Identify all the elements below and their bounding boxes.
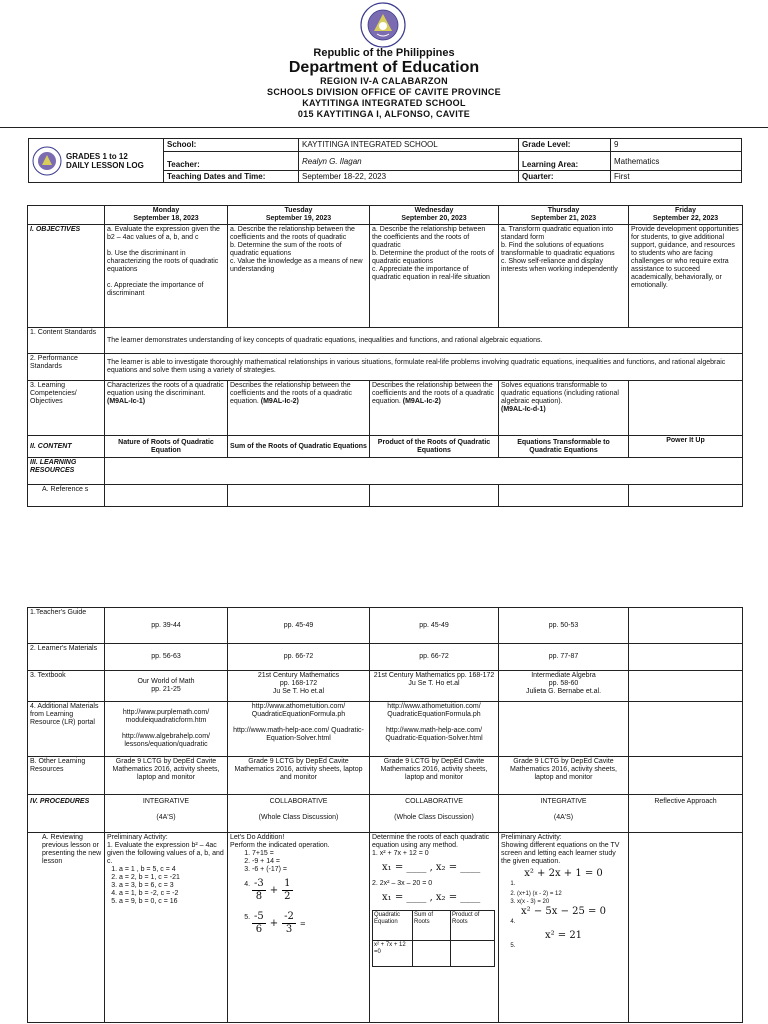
competencies-thursday: Solves equations transformable to quadratic equations (including rational algebraic equation). (M9AL-Ic-d-1)	[499, 381, 629, 436]
procedures-friday: Reflective Approach	[629, 795, 743, 833]
content-tuesday: Sum of the Roots of Quadratic Equations	[228, 436, 370, 458]
objectives-tuesday: a. Describe the relationship between the coefficients and the roots of quadratic b. Determine the sum of the roots of quadratic equations c. Value the knowledge as a means of new understanding	[228, 225, 370, 328]
deped-seal-logo	[360, 2, 406, 48]
textbook-monday: Our World of Math pp. 21-25	[105, 671, 228, 702]
learners-materials-thursday: pp. 77-87	[499, 644, 629, 671]
wed-equation-2: 2. 2x² – 3x – 20 = 0	[372, 880, 433, 887]
additional-materials-thursday	[499, 702, 629, 757]
list-item	[517, 942, 626, 952]
blank-corner	[28, 206, 105, 225]
other-resources-tuesday: Grade 9 LCTG by DepEd Cavite Mathematics 2016, activity sheets, laptop and monitor	[228, 757, 370, 795]
quarter-label: Quarter:	[519, 171, 611, 183]
thu-equation-1: x² + 2x + 1 = 0	[524, 868, 603, 879]
republic-heading: Republic of the Philippines	[313, 47, 455, 59]
content-thursday: Equations Transformable to Quadratic Equations	[499, 436, 629, 458]
table-cell	[413, 941, 451, 967]
wed-roots-blank-2: x₁ = ____ , x₂ = ____	[382, 892, 481, 903]
list-item	[252, 911, 367, 936]
table-header: Quadratic Equation	[373, 911, 413, 941]
quarter-value: First	[611, 171, 742, 183]
other-resources-monday: Grade 9 LCTG by DepEd Cavite Mathematics 2016, activity sheets, laptop and monitor	[105, 757, 228, 795]
objectives-label: I. OBJECTIVES	[28, 225, 105, 328]
day-header-tuesday: Tuesday September 19, 2023	[228, 206, 370, 225]
deped-small-logo	[32, 146, 62, 176]
procedures-wednesday: COLLABORATIVE (Whole Class Discussion)	[370, 795, 499, 833]
grade-level-label: Grade Level:	[519, 139, 611, 152]
references-wednesday	[370, 485, 499, 507]
table-header: Product of Roots	[451, 911, 495, 941]
teachers-guide-monday: pp. 39-44	[105, 608, 228, 644]
additional-materials-wednesday[interactable]: http://www.athometuition.com/ QuadraticEquationFormula.ph http://www.math-help-ace.com/ Quadratic-Equation-Solver.html	[370, 702, 499, 757]
objectives-wednesday: a. Describe the relationship between the coefficients and the roots of quadratic b. Determine the product of the roots of quadratic equations c. Appreciate the importance of quadratic equation in real-life situation	[370, 225, 499, 328]
list-item	[252, 878, 367, 903]
wed-activity-intro: Determine the roots of each quadratic equation using any method.	[372, 834, 490, 849]
competencies-label: 3. Learning Competencies/ Objectives	[28, 381, 105, 436]
performance-standards-text: The learner is able to investigate thoroughly mathematical relationships in various situations, formulate real-life problems involving quadratic equations, inequalities and functions, and rational algebraic equations and solve them using a variety of strategies.	[105, 354, 743, 381]
teachers-guide-label: 1.Teacher's Guide	[28, 608, 105, 644]
thu-equation-list-2	[501, 918, 626, 928]
learners-materials-label: 2. Learner's Materials	[28, 644, 105, 671]
day-header-friday: Friday September 22, 2023	[629, 206, 743, 225]
day-header-wednesday: Wednesday September 20, 2023	[370, 206, 499, 225]
list-item	[517, 880, 626, 890]
list-item: 1. 7+15 =	[252, 850, 367, 858]
list-item: 3. x(x - 3) = 20	[517, 898, 626, 906]
tue-activity-list	[230, 850, 367, 936]
day-header-thursday: Thursday September 21, 2023	[499, 206, 629, 225]
mon-activity-intro: 1. Evaluate the expression b² – 4ac given the following values of a, b, and c.	[107, 842, 224, 865]
teacher-value: Realyn G. Ilagan	[299, 152, 519, 171]
content-monday: Nature of Roots of Quadratic Equation	[105, 436, 228, 458]
reviewing-label: A. Reviewing previous lesson or presenting the new lesson	[28, 833, 105, 1023]
competencies-wednesday: Describes the relationship between the coefficients and the roots of a quadratic equation. (M9AL-Ic-2)	[370, 381, 499, 436]
objectives-friday: Provide development opportunities for students, to give additional support, guidance, and resources to students who are facing challenges or who require extra assistance to succeed academically, behaviorally, or emotionally.	[629, 225, 743, 328]
wed-roots-table	[372, 910, 495, 967]
dates-value: September 18-22, 2023	[299, 171, 519, 183]
content-standards-label: 1. Content Standards	[28, 328, 105, 354]
dll-title-cell	[29, 139, 164, 183]
thu-equation-2: x² − 5x − 25 = 0	[521, 906, 606, 917]
textbook-label: 3. Textbook	[28, 671, 105, 702]
dll-title-line1: GRADES 1 to 12	[66, 151, 128, 161]
learners-materials-monday: pp. 56-63	[105, 644, 228, 671]
content-label: II. CONTENT	[28, 436, 105, 458]
performance-standards-label: 2. Performance Standards	[28, 354, 105, 381]
department-heading: Department of Education	[288, 59, 480, 76]
references-label: A. Reference s	[28, 485, 105, 507]
grade-level-value: 9	[611, 139, 742, 152]
other-resources-wednesday: Grade 9 LCTG by DepEd Cavite Mathematics 2016, activity sheets, laptop and monitor	[370, 757, 499, 795]
list-item	[517, 918, 626, 928]
table-cell: x² + 7x + 12 =0	[373, 941, 413, 967]
dates-label: Teaching Dates and Time:	[164, 171, 299, 183]
day-header-monday: Monday September 18, 2023	[105, 206, 228, 225]
thu-equation-3: x² = 21	[544, 930, 583, 941]
mon-activity-list	[107, 866, 225, 906]
reviewing-thursday	[499, 833, 629, 1023]
competencies-tuesday: Describes the relationship between the coefficients and the roots of a quadratic equation. (M9AL-Ic-2)	[228, 381, 370, 436]
procedures-tuesday: COLLABORATIVE (Whole Class Discussion)	[228, 795, 370, 833]
procedures-thursday: INTEGRATIVE (4A'S)	[499, 795, 629, 833]
teachers-guide-friday	[629, 608, 743, 644]
learners-materials-tuesday: pp. 66-72	[228, 644, 370, 671]
additional-materials-monday[interactable]: http://www.purplemath.com/ moduleiquadraticform.htm http://www.algebrahelp.com/ lessons/equation/quadratic	[105, 702, 228, 757]
lesson-log-table-1	[27, 205, 743, 507]
mon-activity-title: Preliminary Activity:	[107, 834, 168, 841]
other-resources-friday	[629, 757, 743, 795]
textbook-thursday: Intermediate Algebra pp. 58-60 Julieta G. Bernabe et.al.	[499, 671, 629, 702]
list-item: 2. a = 2, b = 1, c = -21	[119, 874, 225, 882]
learning-resources-label: III. LEARNING RESOURCES	[28, 458, 105, 485]
header-divider	[0, 127, 768, 128]
lesson-log-table-2	[27, 607, 743, 1023]
procedures-monday: INTEGRATIVE (4A'S)	[105, 795, 228, 833]
thu-activity-title: Preliminary Activity:	[501, 834, 562, 841]
school-heading: KAYTITINGA INTEGRATED SCHOOL	[302, 98, 466, 108]
tue-activity-title: Let's Do Addition!	[230, 834, 285, 841]
list-item: 3. -6 + (-17) =	[252, 866, 367, 874]
competencies-friday	[629, 381, 743, 436]
school-value: KAYTITINGA INTEGRATED SCHOOL	[299, 139, 519, 152]
references-thursday	[499, 485, 629, 507]
school-label: School:	[164, 139, 299, 152]
reviewing-friday	[629, 833, 743, 1023]
tue-activity-intro: Perform the indicated operation.	[230, 842, 330, 849]
wed-roots-blank-1: x₁ = ____ , x₂ = ____	[382, 862, 481, 873]
info-table	[28, 138, 742, 183]
thu-equation-list	[501, 880, 626, 906]
list-item: 2. -9 + 14 =	[252, 858, 367, 866]
textbook-friday	[629, 671, 743, 702]
procedures-label: IV. PROCEDURES	[28, 795, 105, 833]
references-monday	[105, 485, 228, 507]
address-heading: 015 KAYTITINGA I, ALFONSO, CAVITE	[297, 109, 471, 119]
textbook-wednesday: 21st Century Mathematics pp. 168-172 Ju Se T. Ho et.al	[370, 671, 499, 702]
learning-area-value: Mathematics	[611, 152, 742, 171]
additional-materials-label: 4. Additional Materials from Learning Resource (LR) portal	[28, 702, 105, 757]
textbook-tuesday: 21st Century Mathematics pp. 168-172 Ju Se T. Ho et.al	[228, 671, 370, 702]
objectives-thursday: a. Transform quadratic equation into standard form b. Find the solutions of equations transformable to quadratic equations c. Show self-reliance and display interests when working independently	[499, 225, 629, 328]
thu-equation-list-3	[501, 942, 626, 952]
dll-title-line2: DAILY LESSON LOG	[66, 160, 144, 170]
additional-materials-tuesday[interactable]: http://www.athometuition.com/ QuadraticEquationFormula.ph http://www.math-help-ace.com/ Quadratic-Equation-Solver.html	[228, 702, 370, 757]
reviewing-wednesday	[370, 833, 499, 1023]
teacher-label: Teacher:	[164, 152, 299, 171]
table-cell	[451, 941, 495, 967]
teachers-guide-thursday: pp. 50-53	[499, 608, 629, 644]
objectives-monday: a. Evaluate the expression given the b2 – 4ac values of a, b, and c b. Use the discriminant in characterizing the roots of quadratic equations c. Appreciate the importance of discriminant	[105, 225, 228, 328]
learners-materials-friday	[629, 644, 743, 671]
list-item: 1. a = 1 , b = 5, c = 4	[119, 866, 225, 874]
table-header: Sum of Roots	[413, 911, 451, 941]
content-friday: Power It Up	[629, 436, 743, 458]
list-item: 4. a = 1, b = -2, c = -2	[119, 890, 225, 898]
fraction-expression-5: 5. -5 6 + $\frac{-2}{3}$ =	[254, 911, 306, 935]
competencies-monday: Characterizes the roots of a quadratic equation using the discriminant. (M9AL-Ic-1)	[105, 381, 228, 436]
learning-resources-blank	[105, 458, 743, 485]
thu-activity-intro: Showing different equations on the TV screen and letting each learner study the given equation.	[501, 842, 620, 865]
fraction-expression-4: 4. -3 8 + $\frac{1}{2}$	[254, 878, 291, 902]
other-resources-label: B. Other Learning Resources	[28, 757, 105, 795]
other-resources-thursday: Grade 9 LCTG by DepEd Cavite Mathematics 2016, activity sheets, laptop and monitor	[499, 757, 629, 795]
list-item: 2. (x+1) (x - 2) = 12	[517, 890, 626, 898]
teachers-guide-tuesday: pp. 45-49	[228, 608, 370, 644]
region-heading: REGION IV-A CALABARZON	[320, 76, 448, 86]
list-item: 3. a = 3, b = 6, c = 3	[119, 882, 225, 890]
learners-materials-wednesday: pp. 66-72	[370, 644, 499, 671]
wed-equation-1: 1. x² + 7x + 12 = 0	[372, 850, 429, 857]
list-item: 5. a = 9, b = 0, c = 16	[119, 898, 225, 906]
learning-area-label: Learning Area:	[519, 152, 611, 171]
content-standards-text: The learner demonstrates understanding of key concepts of quadratic equations, inequalities and functions, and rational algebraic equations.	[105, 328, 743, 354]
reviewing-monday	[105, 833, 228, 1023]
reviewing-tuesday	[228, 833, 370, 1023]
references-tuesday	[228, 485, 370, 507]
content-wednesday: Product of the Roots of Quadratic Equations	[370, 436, 499, 458]
division-heading: SCHOOLS DIVISION OFFICE OF CAVITE PROVINCE	[267, 87, 501, 97]
references-friday	[629, 485, 743, 507]
additional-materials-friday	[629, 702, 743, 757]
teachers-guide-wednesday: pp. 45-49	[370, 608, 499, 644]
